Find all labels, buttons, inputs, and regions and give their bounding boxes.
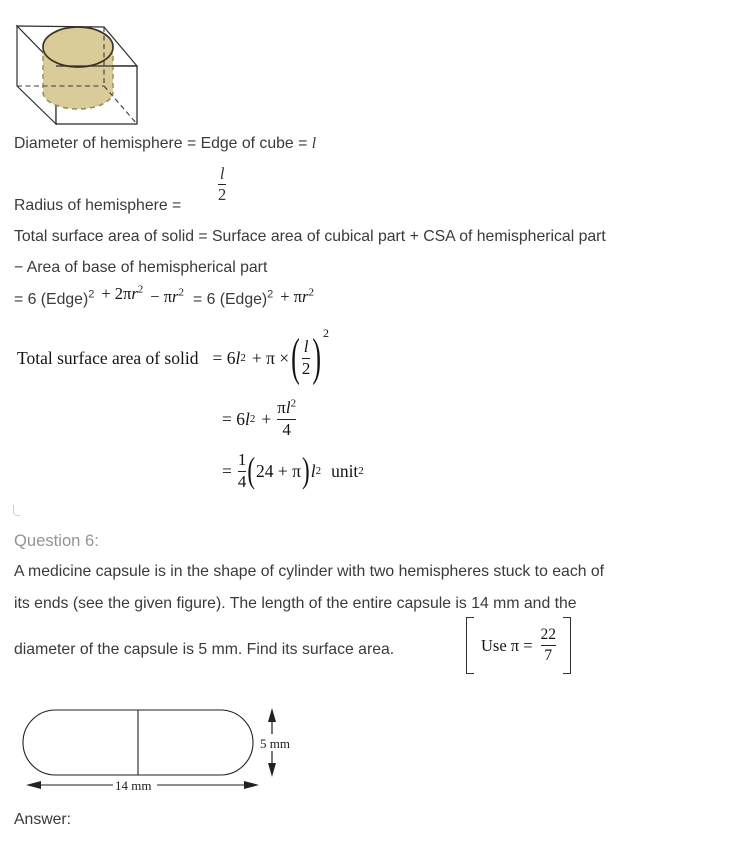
eq-sup: 2	[178, 286, 184, 299]
eq1-pre: = 6	[212, 347, 236, 368]
eq2-pre: = 6	[222, 408, 245, 429]
eq-sup: 2	[308, 286, 314, 299]
radius-fraction-num: l	[219, 164, 225, 183]
eq2-num-var: l	[285, 398, 291, 418]
eq-var: r	[172, 287, 179, 306]
eq1-outer-sup: 2	[323, 326, 330, 340]
eq-serif-1	[101, 284, 143, 303]
eq-serif-2	[150, 287, 184, 306]
eq2-frac-den: 4	[282, 420, 291, 439]
capsule-figure	[16, 700, 328, 805]
answer-label: Answer:	[14, 811, 72, 828]
eq2-fraction	[277, 399, 296, 439]
use-pi-body	[474, 617, 563, 674]
left-bracket	[466, 617, 474, 674]
eq3-frac-den: 4	[237, 472, 247, 491]
question-line-1: A medicine capsule is in the shape of cylinder with two hemispheres stuck to each of	[14, 563, 605, 580]
eq-var: r	[302, 287, 309, 306]
stray-mark	[13, 505, 20, 516]
tsa-line-2: − Area of base of hemispherical part	[14, 259, 268, 276]
equation-final: = $\frac{1}{4}$ ( 24 + π ) l 2 unit 2	[222, 450, 364, 491]
eq3-unit: unit	[331, 460, 359, 481]
eq-term: + 2π	[101, 284, 132, 303]
fraction-bar	[541, 645, 557, 646]
question-heading: Question 6:	[14, 531, 99, 550]
eq3-inner: 24 + π	[256, 460, 302, 481]
radius-line	[14, 196, 181, 215]
eq-sup: 2	[267, 288, 274, 301]
eq1-frac-den: 2	[301, 359, 311, 378]
radius-text: Radius of hemisphere =	[14, 197, 182, 214]
cube-hemisphere-figure	[4, 4, 156, 126]
eq3-fraction	[238, 451, 247, 491]
eq3-var: l	[310, 460, 316, 481]
use-pi-note	[466, 617, 571, 674]
capsule-length-label: 14 mm	[115, 778, 152, 793]
right-bracket	[563, 617, 571, 674]
eq2-num-sup: 2	[290, 397, 297, 410]
eq-var: r	[131, 284, 138, 303]
eq1-var: l	[235, 347, 241, 368]
eq1-fraction	[302, 338, 311, 378]
eq-sans-2	[192, 288, 274, 308]
diameter-var: l	[311, 135, 317, 152]
eq1-mid: + π ×	[251, 347, 290, 368]
capsule-height-label: 5 mm	[260, 736, 290, 751]
use-pi-den: 7	[544, 646, 553, 664]
eq-sup: 2	[137, 283, 144, 296]
close-paren: )	[302, 450, 310, 490]
eq2-frac-num	[277, 399, 296, 417]
use-pi-num: 22	[540, 626, 557, 644]
eq-term: + π	[280, 287, 303, 306]
eq1-label: Total surface area of solid	[17, 347, 199, 368]
eq-term: = 6 (Edge)	[192, 291, 268, 308]
eq-serif-3	[280, 287, 314, 306]
question-line-3: diameter of the capsule is 5 mm. Find its surface area.	[14, 641, 395, 658]
equation-simplified: = 6 l 2 + $\frac{\pi l^2}{4}$	[222, 397, 297, 439]
equation-tsa-serif: Total surface area of solid = 6 l 2 + π × ( $\frac{l}{2}$ ) 2	[17, 326, 330, 386]
eq2-plus: +	[261, 408, 272, 429]
close-paren: )	[312, 328, 322, 386]
radius-fraction-den: 2	[218, 185, 227, 205]
diameter-line	[14, 134, 316, 153]
eq-sup: 2	[88, 288, 95, 301]
eq1-frac-num: l	[303, 337, 309, 357]
eq-sans-1: = 6 (Edge)	[14, 291, 89, 308]
diameter-text: Diameter of hemisphere = Edge of cube =	[14, 135, 312, 152]
radius-fraction	[218, 165, 226, 204]
use-pi-fraction	[541, 627, 557, 664]
pi-symbol: π	[277, 398, 286, 418]
question-line-2: its ends (see the given figure). The length of the entire capsule is 14 mm and the	[14, 595, 577, 612]
tsa-line-1: Total surface area of solid = Surface area of cubical part + CSA of hemispherical part	[14, 228, 606, 245]
use-pi-label: Use π =	[481, 635, 533, 655]
eq3-equals: =	[222, 460, 232, 481]
expanded-equation	[14, 283, 314, 309]
eq2-var: l	[245, 408, 250, 429]
open-paren: (	[291, 328, 300, 386]
open-paren: (	[247, 450, 256, 490]
eq3-frac-num: 1	[237, 450, 247, 470]
eq-term: − π	[150, 287, 173, 306]
